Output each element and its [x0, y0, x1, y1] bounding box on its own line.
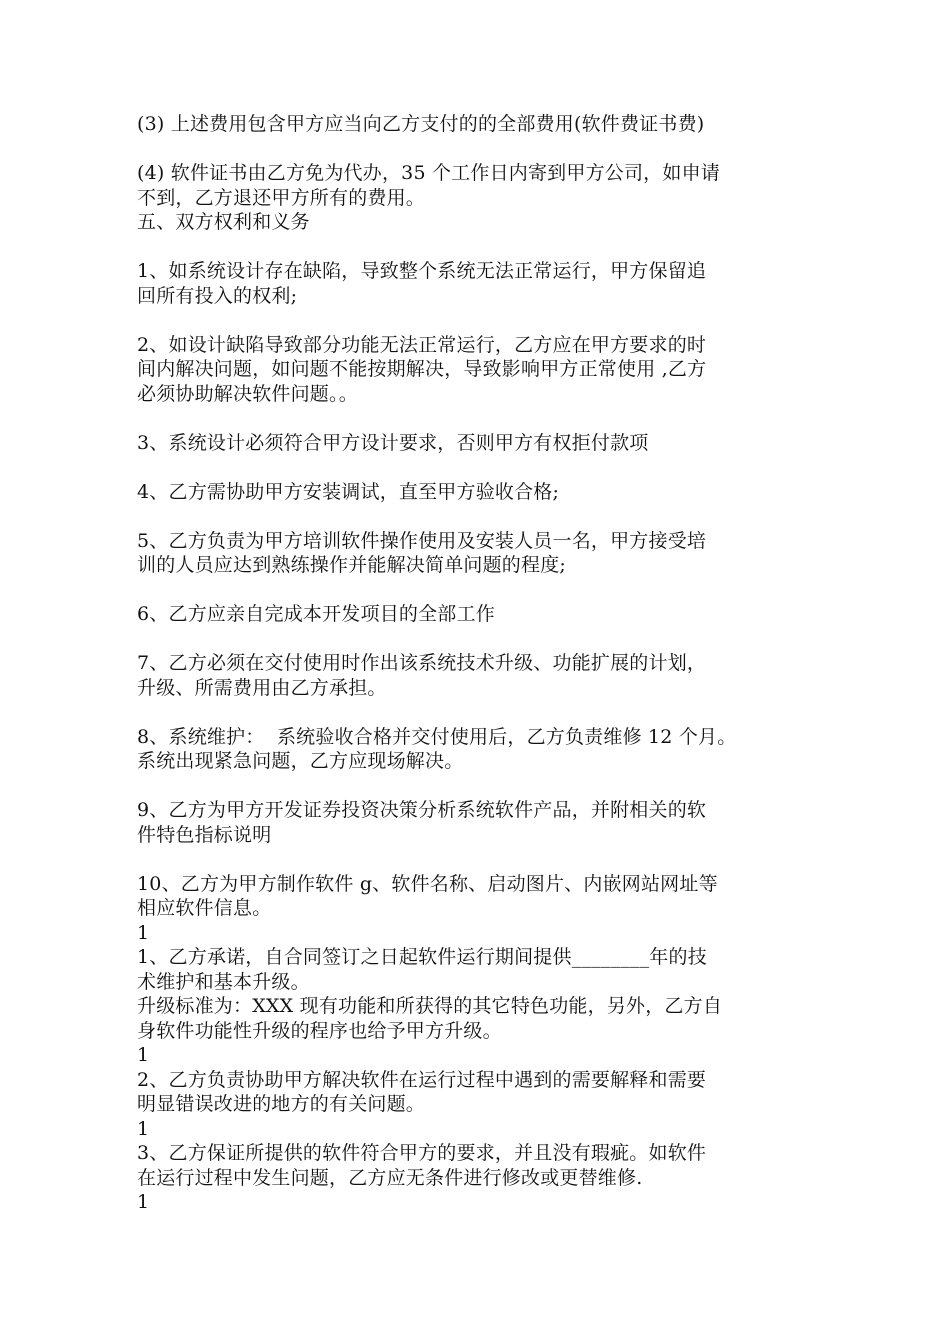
- text-line: 1: [137, 921, 150, 944]
- text-line: 8、系统维护： 系统验收合格并交付使用后，乙方负责维修 12 个月。: [137, 725, 737, 748]
- text-line: 术维护和基本升级。: [137, 970, 310, 993]
- text-line: 3、乙方保证所提供的软件符合甲方的要求，并且没有瑕疵。如软件: [137, 1142, 707, 1164]
- blank-line: [137, 578, 837, 603]
- text-line: 10、乙方为甲方制作软件 g、软件名称、启动图片、内嵌网站网址等: [137, 872, 718, 895]
- text-line: 1、乙方承诺，自合同签订之日起软件运行期间提供________年的技: [137, 946, 707, 968]
- text-line: 件特色指标说明: [137, 823, 272, 846]
- text-line: 7、乙方必须在交付使用时作出该系统技术升级、功能扩展的计划，: [137, 652, 707, 674]
- text-line: 训的人员应达到熟练操作并能解决简单问题的程度;: [137, 554, 567, 576]
- text-line: 系统出现紧急问题，乙方应现场解决。: [137, 750, 464, 772]
- text-line: 在运行过程中发生问题，乙方应无条件进行修改或更替维修.: [137, 1166, 643, 1189]
- text-line: 必须协助解决软件问题。。: [137, 382, 358, 405]
- text-line: 回所有投入的权利;: [137, 284, 298, 307]
- text-line: 身软件功能性升级的程序也给予甲方升级。: [137, 1019, 502, 1042]
- text-line: 1: [137, 1117, 150, 1140]
- blank-line: [137, 504, 837, 529]
- text-line: 升级标准为：XXX 现有功能和所获得的其它特色功能，另外，乙方自: [137, 995, 723, 1017]
- blank-line: [137, 406, 837, 431]
- text-line: 2、乙方负责协助甲方解决软件在运行过程中遇到的需要解释和需要: [137, 1068, 707, 1091]
- text-line: 4、乙方需协助甲方安装调试，直至甲方验收合格;: [137, 480, 560, 503]
- blank-line: [137, 137, 837, 162]
- text-line: 不到，乙方退还甲方所有的费用。: [137, 186, 426, 209]
- text-line: 5、乙方负责为甲方培训软件操作使用及安装人员一名，甲方接受培: [137, 529, 707, 552]
- text-line: 9、乙方为甲方开发证券投资决策分析系统软件产品，并附相关的软: [137, 799, 707, 821]
- text-line: 1: [137, 1044, 150, 1066]
- text-line: 2、如设计缺陷导致部分功能无法正常运行，乙方应在甲方要求的时: [137, 333, 707, 356]
- text-line: 1: [137, 1191, 150, 1213]
- text-line: 升级、所需费用由乙方承担。: [137, 676, 387, 699]
- text-line: (4) 软件证书由乙方免为代办，35 个工作日内寄到甲方公司，如申请: [137, 162, 720, 184]
- blank-line: [137, 627, 837, 652]
- text-line: 3、系统设计必须符合甲方设计要求，否则甲方有权拒付款项: [137, 431, 649, 454]
- text-line: 明显错误改进的地方的有关问题。: [137, 1093, 426, 1115]
- text-line: 1、如系统设计存在缺陷，导致整个系统无法正常运行，甲方保留追: [137, 260, 707, 282]
- document-body: [137, 112, 837, 1215]
- blank-line: [137, 455, 837, 480]
- blank-line: [137, 308, 837, 333]
- section-heading: 五、双方权利和义务: [137, 211, 310, 233]
- text-line: 间内解决问题，如问题不能按期解决，导致影响甲方正常使用 ,乙方: [137, 358, 707, 380]
- blank-line: [137, 774, 837, 799]
- text-line: (3) 上述费用包含甲方应当向乙方支付的的全部费用(软件费证书费): [137, 113, 705, 135]
- blank-line: [137, 847, 837, 872]
- blank-line: [137, 700, 837, 725]
- text-line: 6、乙方应亲自完成本开发项目的全部工作: [137, 603, 495, 625]
- blank-line: [137, 235, 837, 260]
- text-line: 相应软件信息。: [137, 897, 272, 919]
